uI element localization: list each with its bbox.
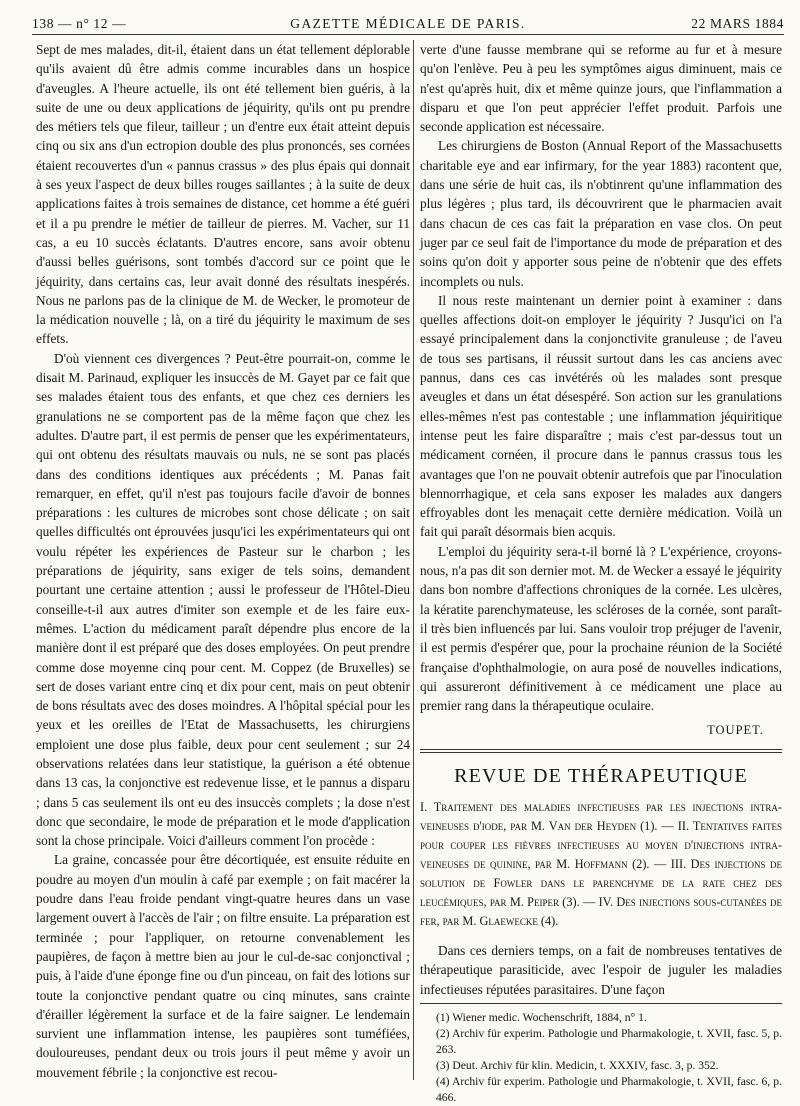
running-header	[32, 12, 784, 35]
footnote: (2) Archiv für experim. Pathologie und Pharmakologie, t. XVII, fasc. 5, p. 263.	[436, 1026, 782, 1056]
paragraph: D'où viennent ces divergences ? Peut-être pourrait-on, comme le disait M. Parinaud, expliquer les insuccès de M. Gayet par ce fait que ses malades étaient tous des enfants, et que chez ces derniers les granulations ne se comportent pas de la même façon que chez les adultes. D'autre part, il est permis de penser que les expérimentateurs, qui ont obtenu des résultats mauvais ou nuls, ne se sont pas placés dans des conditions identiques aux précédents ; M. Panas fait remarquer, en effet, qu'il n'est pas toujours facile d'avoir de bonnes préparations : les cultures de microbes sont chose délicate ; on sait quelles difficultés ont éprouvées jusqu'ici les expérimentateurs qui ont voulu répéter les expériences de Pasteur sur le charbon ; les préparations de jéquirity, sans exiger de tels soins, demandent pourtant une certaine attention ; aussi le professeur de l'Hôtel-Dieu conseille-t-il aux autres d'imiter son exemple et de les faire eux-mêmes. L'action du médicament paraît dépendre plus encore de la manière dont il est préparé que des doses employées. On peut prendre comme dose moyenne cinq pour cent. M. Coppez (de Bruxelles) se sert de doses variant entre cinq et dix pour cent, mais on peut obtenir de bons résultats avec des doses moindres. A l'hôpital spécial pour les yeux et les oreilles de l'Etat de Massachusetts, les chirurgiens emploient une dose plus faible, deux pour cent seulement ; sur 24 observations relatées dans leur statistique, la guérison a été obtenue dans 13 cas, la conjonctive est redevenue lisse, et le pannus a disparu ; dans 5 cas seulement ils ont eu des insuccès complets ; la dose n'est donc que secondaire, le mode de préparation et le mode d'application sont la chose principale. Voici d'ailleurs comment l'on procède :	[36, 350, 410, 849]
column-divider	[413, 40, 414, 1080]
paragraph: Il nous reste maintenant un dernier point à examiner : dans quelles affections doit-on employer le jéquirity ? Jusqu'ici on l'a essayé principalement dans la conjonctivite granuleuse ; de l'aveu de tous ses partisans, il réussit surtout dans les cas anciens avec pannus, dans ces cas invétérés où les malades sont presque aveugles et dans un état désespéré. Son action sur les granulations elles-mêmes n'est pas contestable ; une inflammation jéquiritique intense peut les faire disparaître ; mais c'est par-dessus tout un médicament cornéen, il procure dans le pannus crassus tous les avantages que l'on ne pouvait obtenir autrefois que par l'inoculation blennorrhagique, et cela sans exposer les malades aux dangers effroyables dont les menaçait cette dernière médication. Voilà un fait qui paraît désormais bien acquis.	[420, 292, 782, 540]
footnote: (1) Wiener medic. Wochenschrift, 1884, n° 1.	[436, 1010, 647, 1024]
paragraph: Les chirurgiens de Boston (Annual Report of the Massachusetts charitable eye and ear infirmary, for the year 1883) racontent que, dans une série de huit cas, ils n'obtinrent qu'une inflammation des plus légères ; plus tard, ils découvrirent que le pharmacien avait dans chacun de ces cas fait la préparation en vase clos. On peut juger par ce seul fait de l'importance du mode de préparation et des soins qu'on doit y apporter sous peine de n'obtenir que des effets incomplets ou nuls.	[420, 138, 782, 289]
author-signature: TOUPET.	[707, 723, 764, 738]
section-summary: I. Traitement des maladies infectieuses par les injections intra-veineuses d'iode, par M. Van der Heyden (1). — II. Tentatives faites pour couper les fièvres infectieuses au moyen d'injections intra-veineuses de quinine, par M. Hoffmann (2). — III. Des injections de solution de Fowler dans le parenchyme de la rate chez des leucémiques, par M. Peiper (3). — IV. Des injections sous-cutanées de fer, par M. Glaewecke (4).	[420, 799, 782, 928]
right-column	[420, 40, 782, 1106]
left-column	[36, 40, 410, 1082]
paragraph: Sept de mes malades, dit-il, étaient dans un état tellement déplorable qu'ils avaient dû être admis comme incurables dans un hospice d'aveugles. A l'heure actuelle, ils ont été tellement bien guéris, à la suite de une ou deux applications de jéquirity, qu'ils ont pu prendre des métiers tels que fileur, tailleur ; un d'entre eux était atteint depuis cinq ou six ans d'un ectropion double des plus prononcés, ses cornées étaient recouvertes d'un « pannus crassus » des plus épais qui donnait à ses yeux l'aspect de deux billes rouges saillantes ; à la suite de deux applications faites à trois semaines de distance, cet homme a été guéri et il a pu prendre le métier de tailleur de pierres. M. Vacher, sur 11 cas, a eu 10 succès éclatants. D'autres encore, sans avoir obtenu d'aussi belles guérisons, sont tombés d'accord sur ce point que le jéquirity, dans certains cas, leur avait donné des résultats inespérés. Nous ne parlons pas de la clinique de M. de Wecker, le promoteur de la médication nouvelle ; là, on a tiré du jéquirity le maximum de ses effets.	[36, 42, 410, 347]
paragraph: Dans ces derniers temps, on a fait de nombreuses tentatives de thérapeutique parasiticide, avec l'espoir de juguler les maladies infectieuses réputées parasitaires. D'une façon	[420, 942, 782, 997]
section-rule	[420, 749, 782, 750]
section-rule-double	[420, 752, 782, 753]
section-title: REVUE DE THÉRAPEUTIQUE	[454, 764, 748, 787]
paragraph: La graine, concassée pour être décortiquée, est ensuite réduite en poudre au moyen d'un moulin à café par exemple ; on fait macérer la poudre dans l'eau froide pendant vingt-quatre heures dans un vase largement ouvert à l'accès de l'air ; on filtre ensuite. La préparation est terminée ; pour l'appliquer, on retourne convenablement les paupières, de façon à mettre bien au jour le cul-de-sac conjonctival ; puis, à l'aide d'une éponge fine ou d'un pinceau, on fait des lotions sur toute la conjonctive pendant quatre ou cinq minutes, sans crainte d'érailler légèrement la surface et de la faire saigner. Le lendemain survient une inflammation intense, les paupières sont tuméfiées, douloureuses, pendant deux ou trois jours il peut même y avoir un mouvement fébrile ; la conjonctive est recou-	[36, 852, 410, 1080]
journal-title: GAZETTE MÉDICALE DE PARIS.	[290, 16, 526, 31]
footnotes	[420, 1003, 782, 1106]
footnote: (3) Deut. Archiv für klin. Medicin, t. XXXIV, fasc. 3, p. 352.	[436, 1058, 719, 1072]
page-number: 138 — n° 12 —	[32, 16, 127, 31]
footnote: (4) Archiv für experim. Pathologie und Pharmakologie, t. XVII, fasc. 6, p. 466.	[436, 1074, 782, 1104]
issue-date: 22 MARS 1884	[691, 16, 784, 31]
paragraph: L'emploi du jéquirity sera-t-il borné là ? L'expérience, croyons-nous, n'a pas dit son dernier mot. M. de Wecker a essayé le jéquirity dans bon nombre d'affections chroniques de la cornée. Les ulcères, la kératite parenchymateuse, les scléroses de la cornée, sont paraît-il très bien influencés par lui. Sans vouloir trop préjuger de l'avenir, il est permis d'espérer que, pour la prochaine réunion de la Société française d'ophthalmologie, on aura posé de nouvelles indications, qui assureront définitivement à ce médicament une place au premier rang dans la thérapeutique oculaire.	[420, 543, 782, 714]
paragraph: verte d'une fausse membrane qui se reforme au fur et à mesure qu'on l'enlève. Peu à peu les symptômes aigus diminuent, mais ce n'est qu'après huit, dix et même quinze jours, que l'inflammation a disparu et que l'on peut apprécier l'effet produit. Parfois une seconde application est nécessaire.	[420, 42, 782, 135]
